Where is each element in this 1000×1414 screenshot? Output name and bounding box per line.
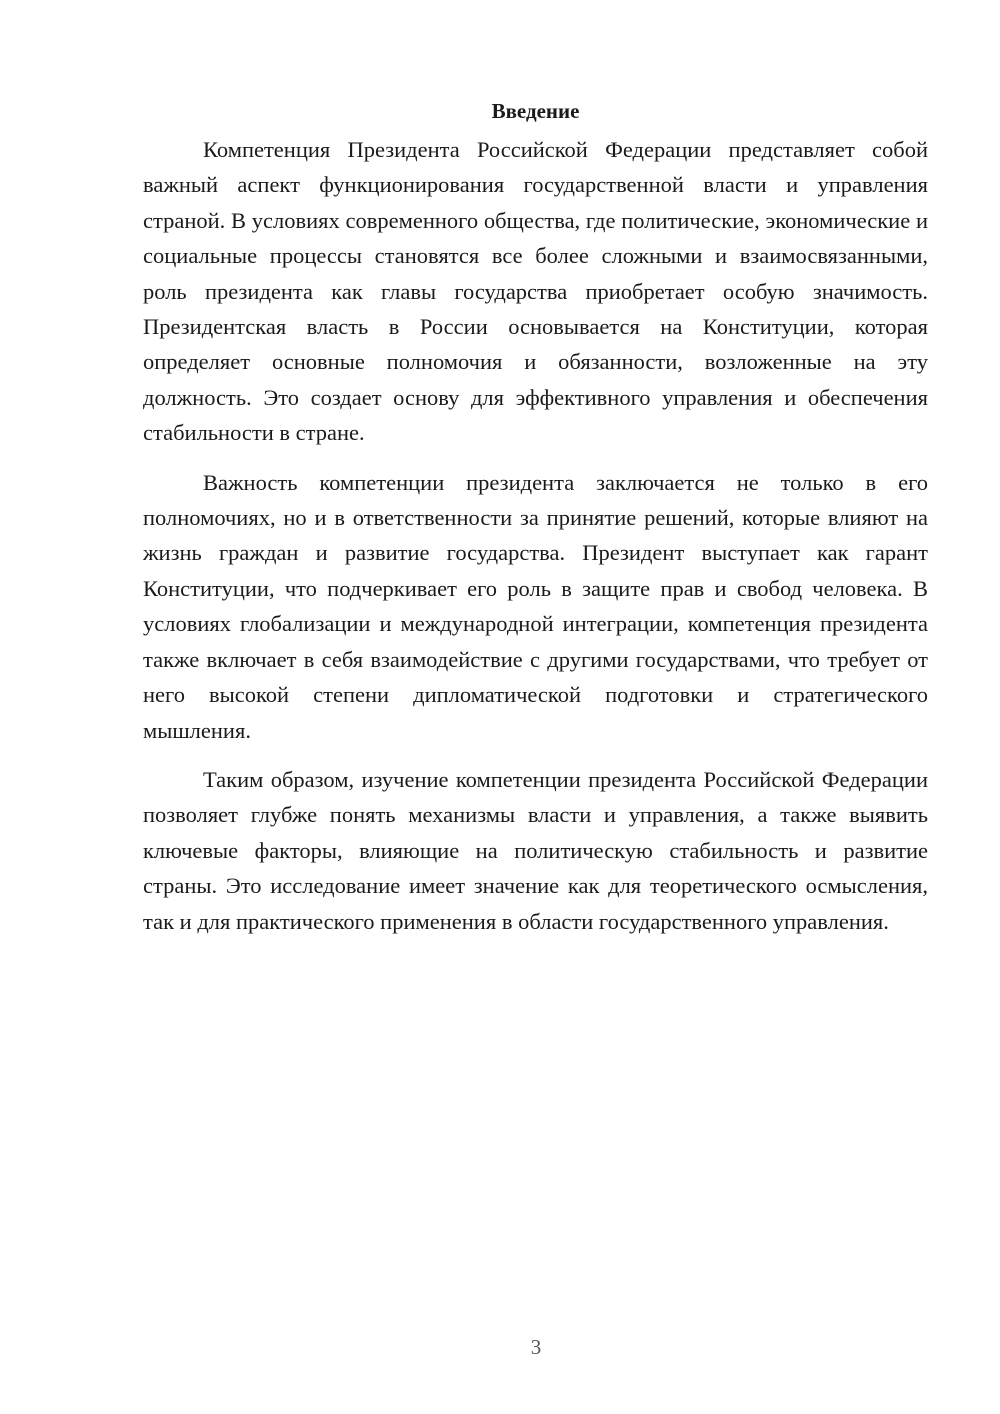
- section-title: Введение: [491, 99, 580, 123]
- paragraph-3: Таким образом, изучение компетенции президента Российской Федерации позволяет глубже понять механизмы власти и управления, а также выявить ключевые факторы, влияющие на политическую стабильность и развитие страны. Это исследование имеет значение как для теоретического осмысления, так и для практического применения в области государственного управления.: [143, 766, 928, 934]
- paragraph-2: Важность компетенции президента заключается не только в его полномочиях, но и в ответственности за принятие решений, которые влияют на жизнь граждан и развитие государства. Президент выступает как гарант Конституции, что подчеркивает его роль в защите прав и свобод человека. В условиях глобализации и международной интеграции, компетенция президента также включает в себя взаимодействие с другими государствами, что требует от него высокой степени дипломатической подготовки и стратегического мышления.: [143, 469, 928, 743]
- page-number: 3: [530, 1335, 542, 1359]
- page-content: [143, 96, 928, 939]
- paragraph-1: Компетенция Президента Российской Федерации представляет собой важный аспект функционирования государственной власти и управления страной. В условиях современного общества, где политические, экономические и социальные процессы становятся все более сложными и взаимосвязанными, роль президента как главы государства приобретает особую значимость. Президентская власть в России основывается на Конституции, которая определяет основные полномочия и обязанности, возложенные на эту должность. Это создает основу для эффективного управления и обеспечения стабильности в стране.: [143, 137, 928, 446]
